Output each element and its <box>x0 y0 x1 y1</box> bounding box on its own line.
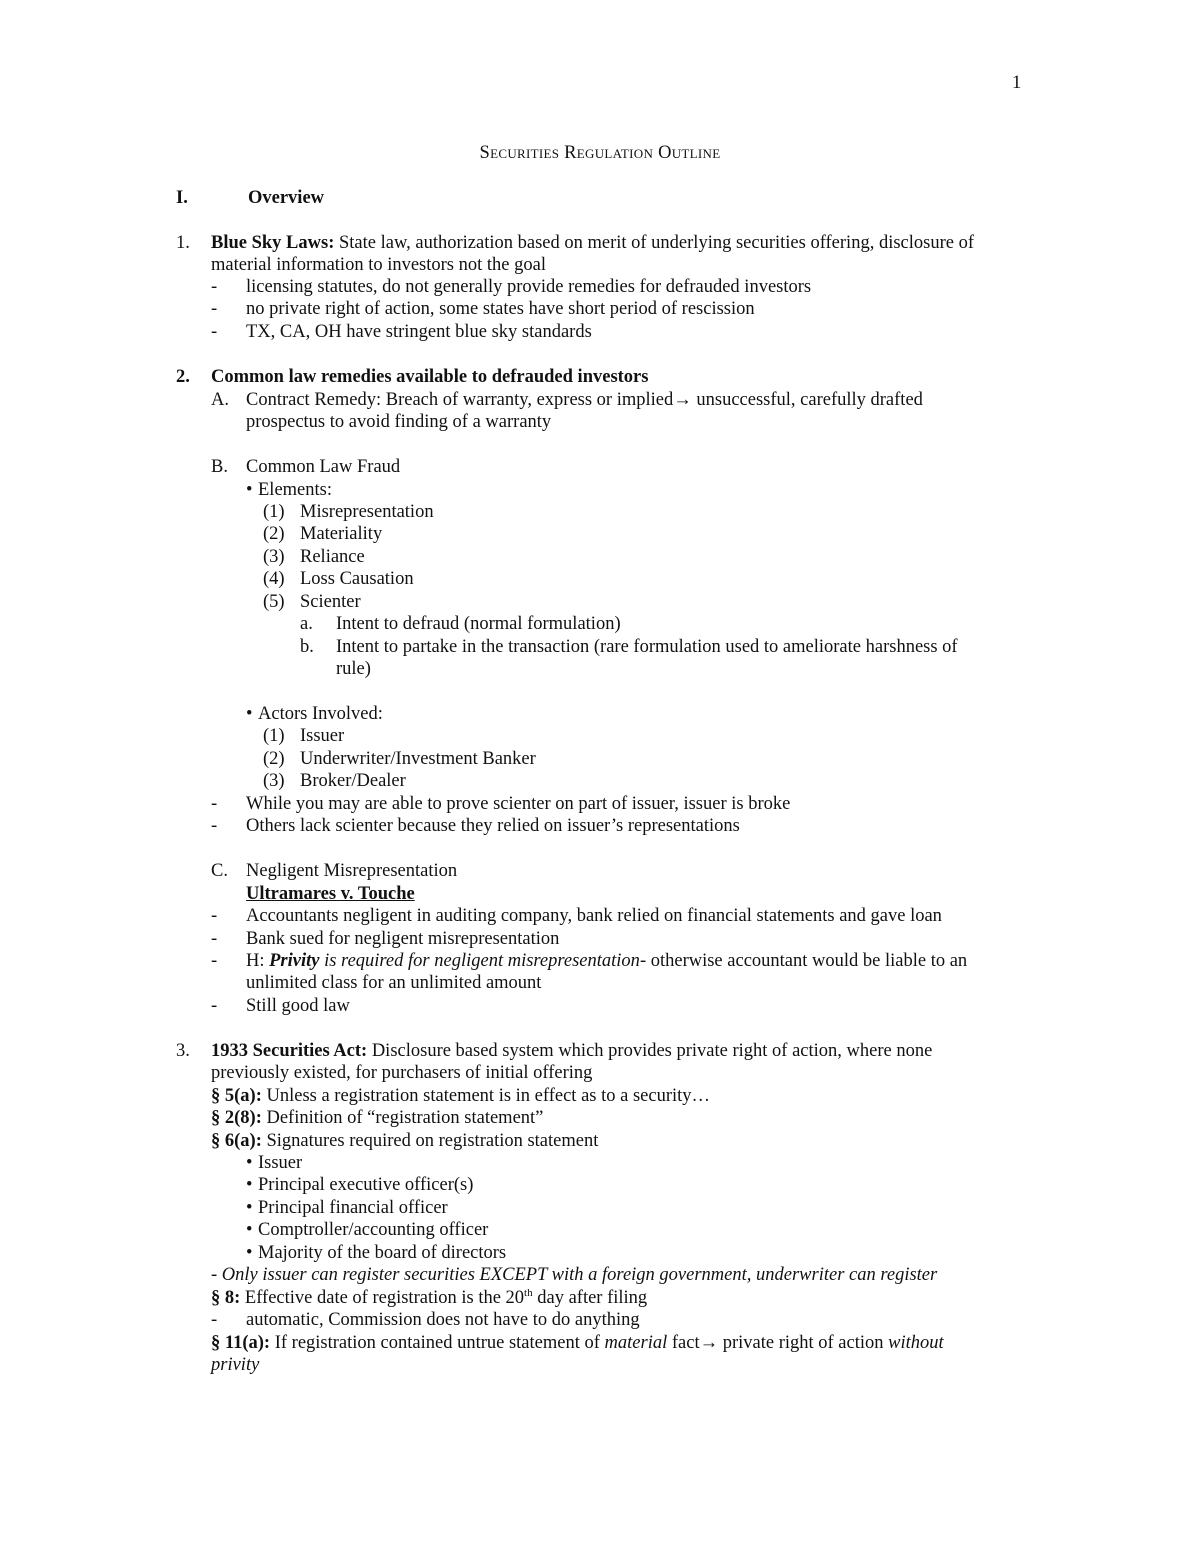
item-body: Disclosure based system which provides private right of action, where none <box>367 1041 933 1061</box>
case-holding <box>246 950 967 972</box>
bullet-icon: • <box>246 1243 253 1263</box>
elements-label: Elements: <box>258 480 332 500</box>
section-ref <box>211 1130 598 1152</box>
list-item: Reliance <box>300 547 365 567</box>
bullet-text: licensing statutes, do not generally provide remedies for defrauded investors <box>246 277 812 297</box>
bullet-icon: • <box>246 1153 253 1173</box>
sublist-letter: a. <box>300 614 313 634</box>
item-heading: Blue Sky Laws: <box>211 233 335 253</box>
list-number: (1) <box>263 726 285 746</box>
note-text: While you may are able to prove scienter on part of issuer, issuer is broke <box>246 794 791 814</box>
item-text <box>211 232 974 254</box>
ordinal-suffix: th <box>524 1286 533 1299</box>
signer-item: Principal financial officer <box>258 1198 448 1218</box>
bullet-text: no private right of action, some states have short period of rescission <box>246 299 755 319</box>
list-number: (2) <box>263 524 285 544</box>
section-label: § 2(8): <box>211 1108 262 1128</box>
item-number: 2. <box>176 367 190 387</box>
section-text: Definition of “registration statement” <box>261 1108 544 1128</box>
case-note: Still good law <box>246 996 350 1016</box>
dash-marker: - <box>211 1310 218 1330</box>
dash-marker: - <box>211 794 218 814</box>
subitem-title: Negligent Misrepresentation <box>246 861 458 881</box>
holding-keyword: Privity <box>269 951 320 971</box>
case-name: Ultramares v. Touche <box>246 884 415 904</box>
list-item: Underwriter/Investment Banker <box>300 749 536 769</box>
section-number: I. <box>176 188 188 208</box>
sublist-letter: b. <box>300 637 314 657</box>
list-item: Loss Causation <box>300 569 414 589</box>
signer-item: Issuer <box>258 1153 303 1173</box>
list-number: (2) <box>263 749 285 769</box>
subitem-text <box>246 389 923 411</box>
signer-item: Majority of the board of directors <box>258 1243 507 1263</box>
item-number: 1. <box>176 233 190 253</box>
section-label: § 11(a): <box>211 1333 271 1353</box>
note-text: Others lack scienter because they relied on issuer’s representations <box>246 816 740 836</box>
subitem-text-continued: prospectus to avoid finding of a warranty <box>246 412 552 432</box>
item-number: 3. <box>176 1041 190 1061</box>
dash-marker: - <box>211 816 218 836</box>
bullet-icon: • <box>246 1175 253 1195</box>
signer-item: Comptroller/accounting officer <box>258 1220 489 1240</box>
dash-marker: - <box>211 277 218 297</box>
list-number: (3) <box>263 547 285 567</box>
dash-marker: - <box>211 996 218 1016</box>
bullet-icon: • <box>246 704 253 724</box>
page-number: 1 <box>1012 73 1022 93</box>
section-ref <box>211 1107 543 1129</box>
subitem-title: Common Law Fraud <box>246 457 401 477</box>
section-text: Signatures required on registration statement <box>261 1131 599 1151</box>
actors-label: Actors Involved: <box>258 704 383 724</box>
bullet-icon: • <box>246 1198 253 1218</box>
item-text-continued: material information to investors not the goal <box>211 255 546 275</box>
section-text: If registration contained untrue statement of <box>270 1333 605 1353</box>
item-heading: 1933 Securities Act: <box>211 1041 368 1061</box>
section-text: fact <box>667 1333 700 1353</box>
item-text <box>211 1040 932 1062</box>
section-text-end: day after filing <box>532 1288 648 1308</box>
section-note: automatic, Commission does not have to do anything <box>246 1310 640 1330</box>
sublist-item: Intent to defraud (normal formulation) <box>336 614 621 634</box>
list-item: Materiality <box>300 524 383 544</box>
section-ref <box>211 1085 710 1107</box>
holding-rest: - otherwise accountant would be liable to an <box>639 951 968 971</box>
section-text-continued: privity <box>211 1355 260 1375</box>
case-holding-continued: unlimited class for an unlimited amount <box>246 973 542 993</box>
subitem-letter: C. <box>211 861 228 881</box>
section-label: § 5(a): <box>211 1086 262 1106</box>
item-body: State law, authorization based on merit of underlying securities offering, disclosure of <box>334 233 974 253</box>
section-text: private right of action <box>718 1333 889 1353</box>
section-title: Overview <box>248 188 325 208</box>
sublist-item: Intent to partake in the transaction (rare formulation used to ameliorate harshness of <box>336 637 958 657</box>
bullet-icon: • <box>246 1220 253 1240</box>
subitem-letter: A. <box>211 390 229 410</box>
item-text-continued: previously existed, for purchasers of initial offering <box>211 1063 593 1083</box>
dash-marker: - <box>211 299 218 319</box>
dash-marker: - <box>211 951 218 971</box>
section-ref <box>211 1287 647 1309</box>
item-heading: Common law remedies available to defrauded investors <box>211 367 649 387</box>
section-ref <box>211 1332 944 1354</box>
emphasis-text: without <box>888 1333 944 1353</box>
list-item: Broker/Dealer <box>300 771 406 791</box>
sublist-item-continued: rule) <box>336 659 371 679</box>
case-fact: Bank sued for negligent misrepresentation <box>246 929 560 949</box>
contract-remedy-text: Contract Remedy: Breach of warranty, express or implied <box>246 390 674 410</box>
signer-item: Principal executive officer(s) <box>258 1175 474 1195</box>
list-number: (4) <box>263 569 285 589</box>
document-title: Securities Regulation Outline <box>479 143 721 163</box>
list-number: (3) <box>263 771 285 791</box>
exception-note: - Only issuer can register securities EXCEPT with a foreign government, underwriter can register <box>211 1265 938 1285</box>
list-item: Scienter <box>300 592 361 612</box>
case-fact: Accountants negligent in auditing company, bank relied on financial statements and gave loan <box>246 906 942 926</box>
dash-marker: - <box>211 906 218 926</box>
arrow-icon: → <box>699 1333 719 1353</box>
section-text: Effective date of registration is the 20 <box>240 1288 525 1308</box>
section-label: § 6(a): <box>211 1131 262 1151</box>
dash-marker: - <box>211 322 218 342</box>
list-number: (1) <box>263 502 285 522</box>
emphasis-text: material <box>604 1333 668 1353</box>
holding-label: H: <box>246 951 270 971</box>
subitem-letter: B. <box>211 457 228 477</box>
list-item: Issuer <box>300 726 345 746</box>
bullet-text: TX, CA, OH have stringent blue sky standards <box>246 322 592 342</box>
dash-marker: - <box>211 929 218 949</box>
holding-rule: is required for negligent misrepresentation <box>319 951 640 971</box>
list-number: (5) <box>263 592 285 612</box>
section-label: § 8: <box>211 1288 241 1308</box>
bullet-icon: • <box>246 480 253 500</box>
section-text: Unless a registration statement is in effect as to a security… <box>261 1086 711 1106</box>
contract-remedy-result: unsuccessful, carefully drafted <box>691 390 923 410</box>
arrow-icon: → <box>673 390 692 410</box>
list-item: Misrepresentation <box>300 502 434 522</box>
